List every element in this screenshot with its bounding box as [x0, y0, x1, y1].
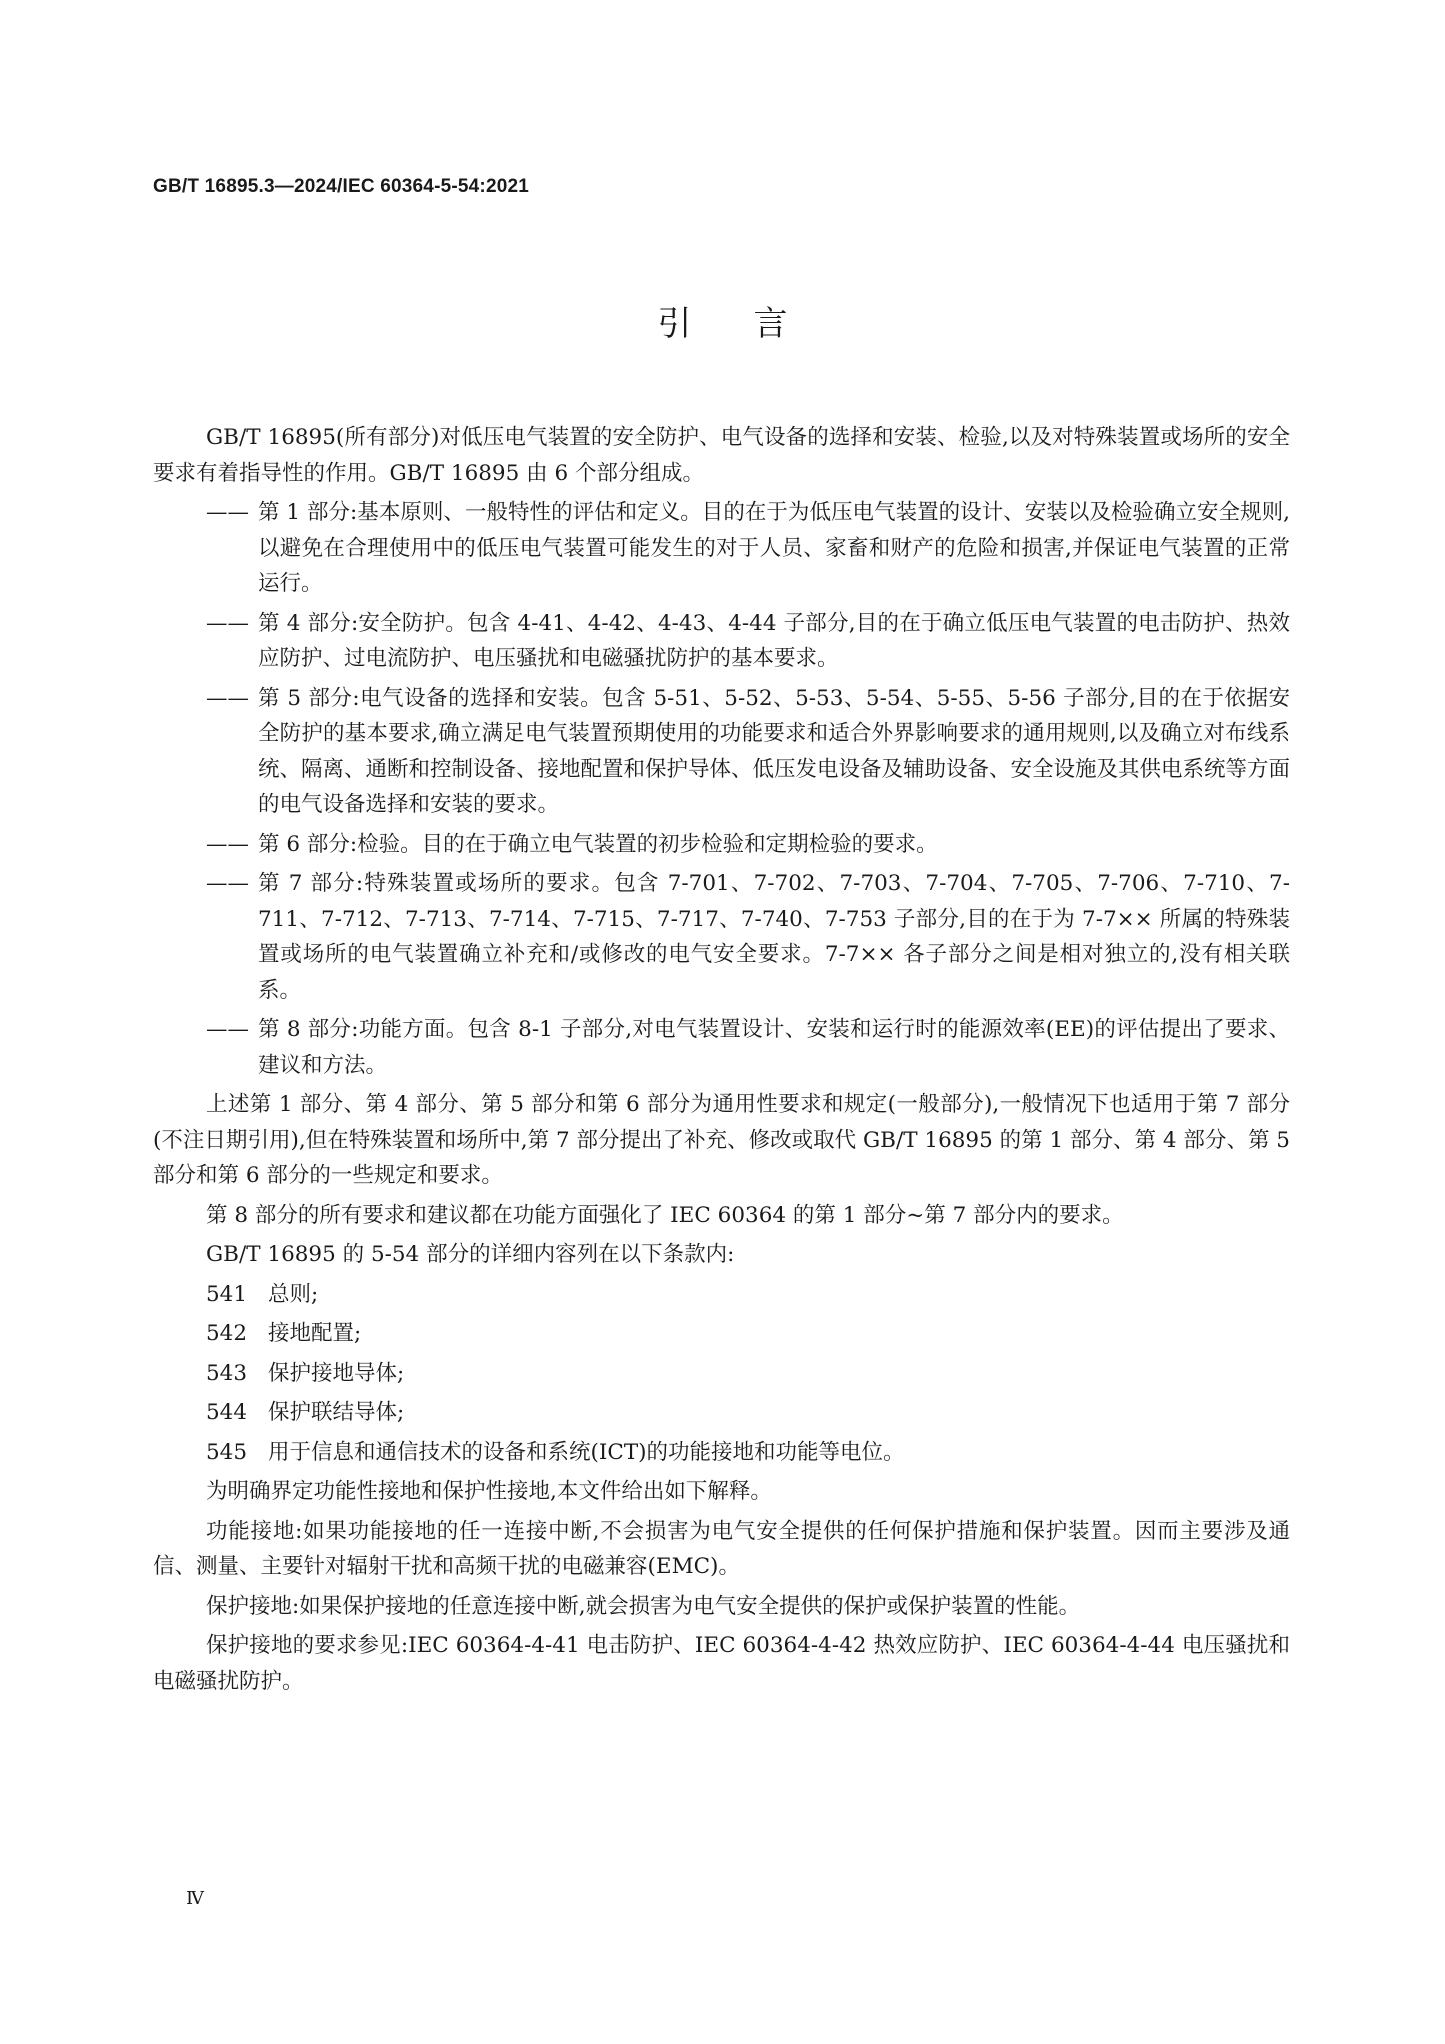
- dash-marker: ——: [206, 685, 249, 711]
- list-item-text: 第 1 部分:基本原则、一般特性的评估和定义。目的在于为低压电气装置的设计、安装以及检验确立安全规则,以避免在合理使用中的低压电气装置可能发生的对于人员、家畜和财产的危险和损害,并保证电气装置的正常运行。: [258, 500, 1290, 596]
- clarify-paragraph: 为明确界定功能性接地和保护性接地,本文件给出如下解释。: [206, 1479, 772, 1504]
- clause-number: 542: [206, 1321, 248, 1346]
- list-item-text: 第 7 部分:特殊装置或场所的要求。包含 7-701、7-702、7-703、7-704、7-705、7-706、7-710、7-711、7-712、7-713、7-714、7-715、7-717、7-740、7-753 子部分,目的在于为 7-7×× 所属的特殊装置或场所的电气装置确立补充和/或修改的电气安全要求。7-7×× 各子部分之间是相对独立的,没有相关联系。: [258, 871, 1290, 1003]
- list-item-text: 第 8 部分:功能方面。包含 8-1 子部分,对电气装置设计、安装和运行时的能源效率(EE)的评估提出了要求、建议和方法。: [258, 1017, 1290, 1078]
- list-item-part-6: [153, 827, 1290, 863]
- clause-item: [206, 1395, 1290, 1431]
- clause-item: [206, 1316, 1290, 1352]
- clause-text: 总则;: [268, 1281, 319, 1307]
- document-body: [153, 420, 1290, 1703]
- dash-marker: ——: [206, 500, 249, 525]
- list-item-text: 第 6 部分:检验。目的在于确立电气装置的初步检验和定期检验的要求。: [258, 831, 938, 857]
- detail-intro-paragraph: GB/T 16895 的 5-54 部分的详细内容列在以下条款内:: [206, 1242, 735, 1267]
- list-item-text: 第 4 部分:安全防护。包含 4-41、4-42、4-43、4-44 子部分,目的在于确立低压电气装置的电击防护、热效应防护、过电流防护、电压骚扰和电磁骚扰防护的基本要求。: [258, 610, 1290, 671]
- clause-item: [206, 1277, 1290, 1313]
- protective-earthing-paragraph: 保护接地:如果保护接地的任意连接中断,就会损害为电气安全提供的保护或保护装置的性能。: [206, 1593, 1081, 1619]
- list-item-part-4: [153, 606, 1290, 677]
- clause-number: 544: [206, 1400, 248, 1425]
- part8-paragraph: 第 8 部分的所有要求和建议都在功能方面强化了 IEC 60364 的第 1 部分~第 7 部分内的要求。: [206, 1202, 1124, 1228]
- clause-text: 保护接地导体;: [268, 1360, 405, 1386]
- clause-number: 545: [206, 1439, 248, 1465]
- list-item-part-7: [153, 866, 1290, 1008]
- functional-earthing-paragraph: 功能接地:如果功能接地的任一连接中断,不会损害为电气安全提供的任何保护措施和保护装置。因而主要涉及通信、测量、主要针对辐射干扰和高频干扰的电磁兼容(EMC)。: [153, 1518, 1290, 1579]
- clause-text: 用于信息和通信技术的设备和系统(ICT)的功能接地和功能等电位。: [268, 1439, 905, 1465]
- list-item-part-1: [153, 495, 1290, 602]
- list-item-text: 第 5 部分:电气设备的选择和安装。包含 5-51、5-52、5-53、5-54、5-55、5-56 子部分,目的在于依据安全防护的基本要求,确立满足电气装置预期使用的功能要求和适合外界影响要求的通用规则,以及确立对布线系统、隔离、通断和控制设备、接地配置和保护导体、低压发电设备及辅助设备、安全设施及其供电系统等方面的电气设备选择和安装的要求。: [258, 685, 1291, 817]
- clause-number: 541: [206, 1281, 248, 1307]
- clause-text: 保护联结导体;: [268, 1400, 405, 1425]
- protective-refs-paragraph: 保护接地的要求参见:IEC 60364-4-41 电击防护、IEC 60364-4-42 热效应防护、IEC 60364-4-44 电压骚扰和电磁骚扰防护。: [153, 1633, 1290, 1694]
- dash-marker: ——: [206, 871, 249, 896]
- dash-marker: ——: [206, 831, 249, 857]
- clause-number: 543: [206, 1360, 248, 1386]
- general-parts-paragraph: 上述第 1 部分、第 4 部分、第 5 部分和第 6 部分为通用性要求和规定(一般部分),一般情况下也适用于第 7 部分(不注日期引用),但在特殊装置和场所中,第 7 部分提出了补充、修改或取代 GB/T 16895 的第 1 部分、第 4 部分、第 5 部分和第 6 部分的一些规定和要求。: [153, 1092, 1290, 1188]
- clause-item: [206, 1435, 1290, 1471]
- clause-item: [206, 1356, 1290, 1392]
- list-item-part-8: [153, 1012, 1290, 1083]
- standard-code-header: GB/T 16895.3—2024/IEC 60364-5-54:2021: [153, 176, 530, 197]
- list-item-part-5: [153, 681, 1290, 823]
- dash-marker: ——: [206, 1017, 249, 1042]
- page-title: 引言: [657, 304, 850, 344]
- intro-paragraph: GB/T 16895(所有部分)对低压电气装置的安全防护、电气设备的选择和安装、检验,以及对特殊装置或场所的安全要求有着指导性的作用。GB/T 16895 由 6 个部分组成。: [153, 425, 1290, 486]
- clause-text: 接地配置;: [268, 1321, 362, 1346]
- dash-marker: ——: [206, 610, 249, 636]
- page-number: Ⅳ: [186, 1888, 204, 1909]
